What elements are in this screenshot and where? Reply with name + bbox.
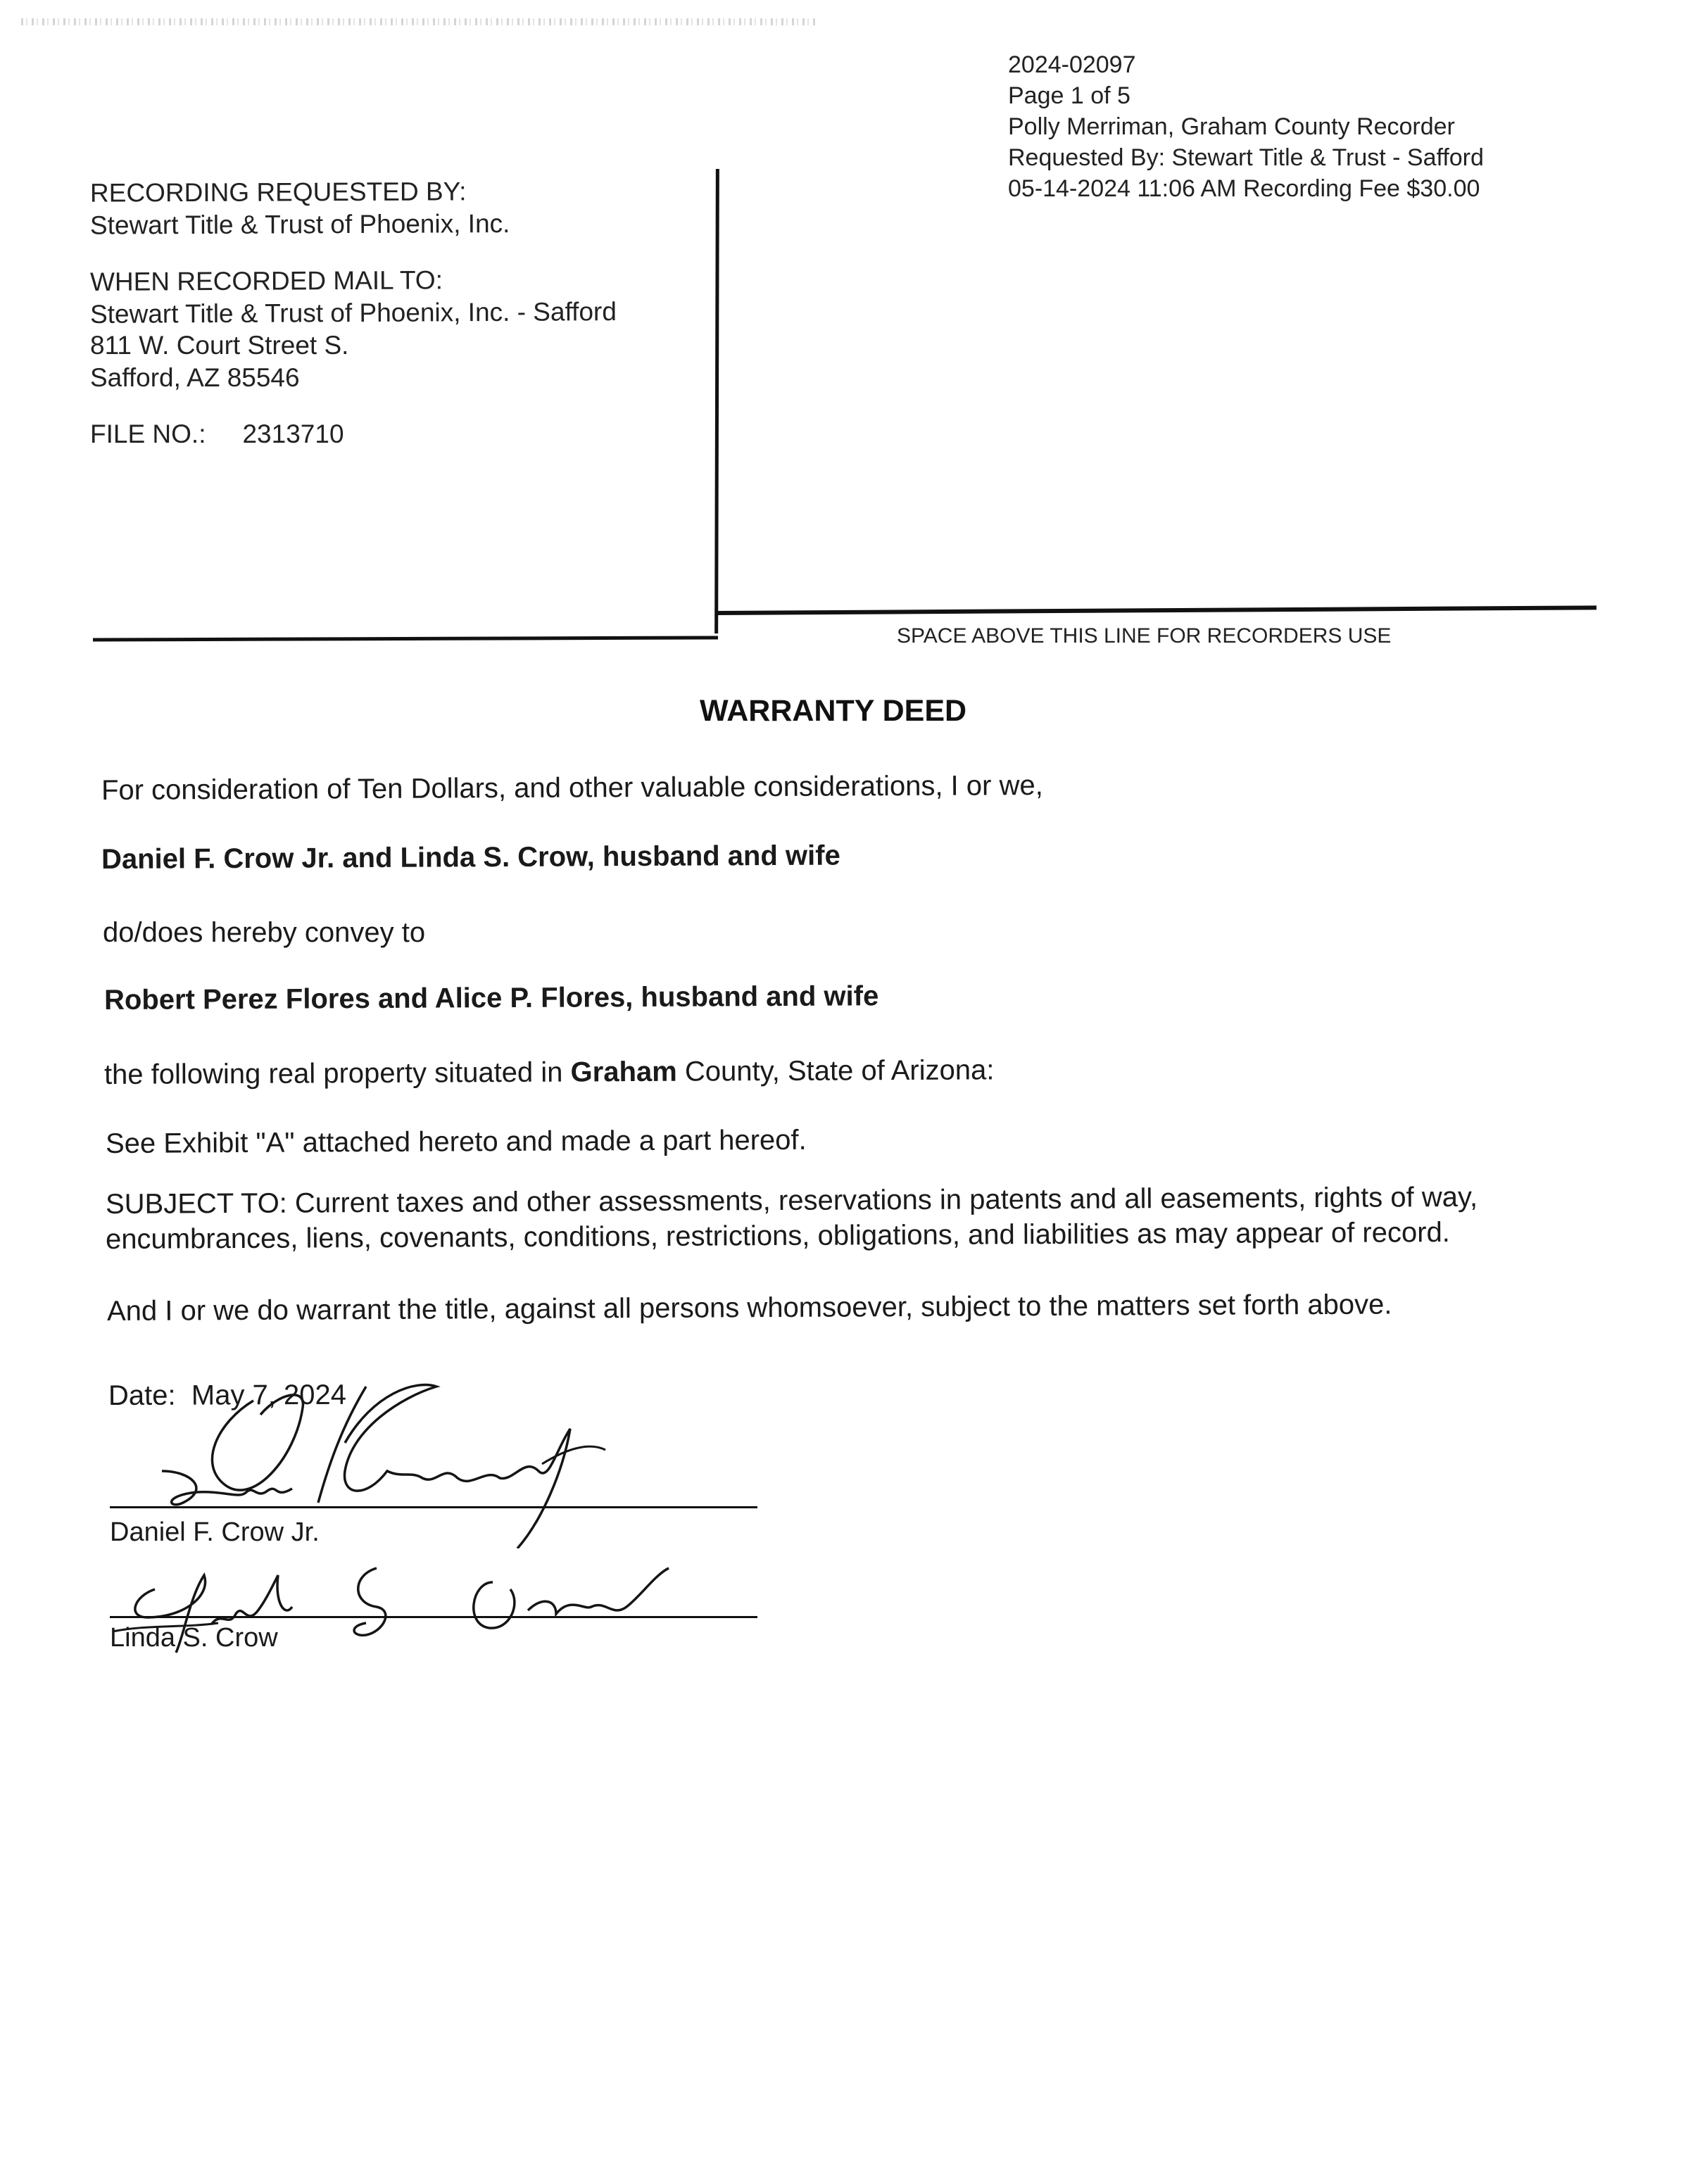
header-left-block — [90, 176, 617, 450]
page-count: Page 1 of 5 — [1008, 82, 1130, 109]
date-label: Date: — [108, 1380, 176, 1411]
recorder-divider-vertical — [714, 169, 719, 633]
stamp-requested-by: Requested By: Stewart Title & Trust - Safford — [1008, 144, 1484, 171]
scan-artifact — [21, 18, 817, 25]
file-number-label: FILE NO.: — [90, 419, 206, 448]
mail-to-street: 811 W. Court Street S. — [90, 331, 349, 360]
mail-to-label: WHEN RECORDED MAIL TO: — [89, 265, 443, 296]
recorders-use-caption: SPACE ABOVE THIS LINE FOR RECORDERS USE — [897, 624, 1392, 648]
subject-to-line-1: SUBJECT TO: Current taxes and other assessments, reservations in patents and all easements, rights of way, — [105, 1181, 1478, 1220]
date-value: May 7, 2024 — [191, 1379, 347, 1411]
file-number-value: 2313710 — [242, 419, 344, 448]
recording-requested-label: RECORDING REQUESTED BY: — [89, 177, 467, 208]
exhibit-reference: See Exhibit "A" attached hereto and made a part hereof. — [105, 1124, 807, 1159]
convey-text: do/does hereby convey to — [103, 917, 426, 948]
signer-name-1: Daniel F. Crow Jr. — [110, 1517, 320, 1547]
mail-to-company: Stewart Title & Trust of Phoenix, Inc. - Safford — [89, 297, 617, 329]
warranty-clause: And I or we do warrant the title, against all persons whomsoever, subject to the matters set forth above. — [106, 1289, 1392, 1327]
signature-line-2 — [110, 1616, 757, 1618]
grantors: Daniel F. Crow Jr. and Linda S. Crow, husband and wife — [101, 840, 840, 875]
grantees: Robert Perez Flores and Alice P. Flores, husband and wife — [103, 980, 879, 1016]
property-text-pre: the following real property situated in — [103, 1056, 571, 1090]
consideration-text: For consideration of Ten Dollars, and other valuable considerations, I or we, — [101, 769, 1043, 806]
document-title: WARRANTY DEED — [700, 694, 967, 728]
file-number-row — [90, 418, 617, 450]
signer-name-2: Linda S. Crow — [110, 1623, 278, 1653]
subject-to-line-2: encumbrances, liens, covenants, conditions, restrictions, obligations, and liabilities as may appear of record. — [105, 1217, 1450, 1255]
document-number: 2024-02097 — [1008, 51, 1136, 78]
recording-timestamp-fee: 05-14-2024 11:06 AM Recording Fee $30.00 — [1008, 175, 1480, 202]
property-location — [104, 1052, 995, 1092]
recorder-stamp — [1008, 49, 1484, 204]
mail-to-city: Safford, AZ 85546 — [90, 363, 300, 392]
recorder-rule-left — [93, 636, 718, 641]
county-recorder: Polly Merriman, Graham County Recorder — [1008, 113, 1455, 140]
property-text-post: County, State of Arizona: — [676, 1054, 995, 1087]
recorder-rule-right — [715, 605, 1596, 615]
county-name: Graham — [570, 1056, 677, 1088]
signature-line-1 — [110, 1506, 757, 1508]
recording-requested-company: Stewart Title & Trust of Phoenix, Inc. — [89, 209, 510, 240]
